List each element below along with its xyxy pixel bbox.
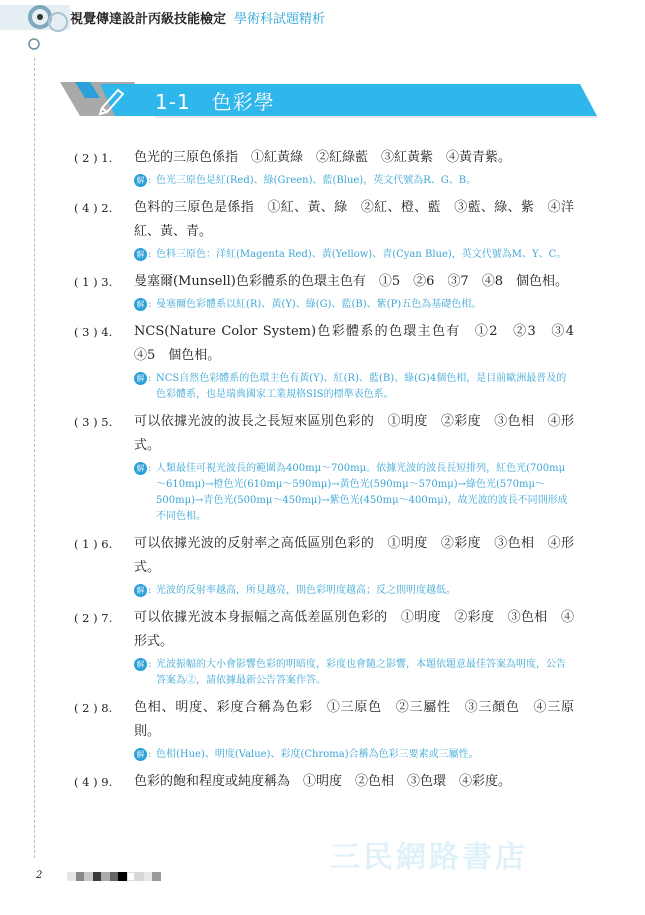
explanation: [134, 297, 574, 313]
question-text: 色料的三原色是係指 ①紅、黃、綠 ②紅、橙、藍 ③藍、綠、紫 ④洋紅、黃、青。: [134, 200, 574, 239]
explanation-text: NCS自然色彩體系的色環主色有黃(Y)、紅(R)、藍(B)、綠(G)4個色相，是目前歐洲最普及的色彩體系，也是瑞典國家工業規格SIS的標準表色系。: [156, 373, 567, 400]
explanation-text: 人類最佳可視光波長的範圍為400mμ～700mμ。依據光波的波長長短排列，紅色光(700mμ～610mμ)→橙色光(610mμ～590mμ)→黃色光(590mμ～570mμ)→綠色光(570mμ～500mμ)→青色光(500mμ～450mμ)→紫色光(450mμ～400mμ)，故光波的波長不同則形成不同色相。: [156, 463, 568, 522]
colon: :: [148, 175, 152, 186]
answer-number: ( 4 ) 2.: [74, 201, 113, 215]
colon: :: [148, 373, 152, 384]
question-item: [74, 606, 574, 689]
question-item: [74, 410, 574, 525]
explanation: [134, 461, 574, 525]
explanation: [134, 657, 574, 689]
question-text: 可以依據光波的反射率之高低區別色彩的 ①明度 ②彩度 ③色相 ④形式。: [134, 536, 574, 575]
book-subtitle: 學術科試題精析: [234, 12, 326, 27]
answer-number: ( 4 ) 9.: [74, 775, 113, 789]
answer-number: ( 1 ) 6.: [74, 537, 113, 551]
question-item: [74, 696, 574, 763]
explanation: [134, 583, 574, 599]
section-banner: [60, 78, 600, 118]
question-list: [74, 146, 588, 801]
margin-dashed-line: [34, 58, 35, 858]
explanation-text: 光波的反射率越高，所見越亮，則色彩明度越高；反之則明度越低。: [156, 585, 456, 596]
colon: :: [148, 249, 152, 260]
explanation-text: 色相(Hue)、明度(Value)、彩度(Chroma)合稱為色彩三要素或三屬性。: [156, 749, 479, 760]
answer-number: ( 2 ) 1.: [74, 151, 113, 165]
explanation-text: 色光三原色是紅(Red)、綠(Green)、藍(Blue)，英文代號為R、G、B。: [156, 175, 477, 186]
explanation-icon: 解: [134, 584, 147, 597]
explanation: [134, 173, 574, 189]
question-text: 曼塞爾(Munsell)色彩體系的色環主色有 ①5 ②6 ③7 ④8 個色相。: [134, 274, 568, 289]
explanation-icon: 解: [134, 248, 147, 261]
book-title: 視覺傳達設計丙級技能檢定: [70, 12, 227, 27]
answer-number: ( 2 ) 7.: [74, 611, 113, 625]
question-item: [74, 320, 588, 403]
explanation: [134, 747, 574, 763]
colon: :: [148, 463, 152, 474]
colon: :: [148, 585, 152, 596]
question-item: [74, 146, 574, 189]
page-number: 2: [36, 870, 43, 881]
explanation-text: 曼塞爾色彩體系以紅(R)、黃(Y)、綠(G)、藍(B)、紫(P)五色為基礎色相。: [156, 299, 482, 310]
explanation-icon: 解: [134, 372, 147, 385]
logo-circles-icon: [0, 0, 70, 55]
explanation-text: 光波振幅的大小會影響色彩的明暗度，彩度也會隨之影響，本題依題意最佳答案為明度，公告答案為②，請依據最新公告答案作答。: [156, 659, 566, 686]
answer-number: ( 1 ) 3.: [74, 275, 113, 289]
question-item: [74, 532, 574, 599]
explanation: [134, 247, 574, 263]
question-item: [74, 196, 574, 263]
answer-number: ( 2 ) 8.: [74, 701, 113, 715]
explanation-icon: 解: [134, 748, 147, 761]
answer-number: ( 3 ) 5.: [74, 415, 113, 429]
explanation-icon: 解: [134, 174, 147, 187]
question-text: 色光的三原色係指 ①紅黃綠 ②紅綠藍 ③紅黃紫 ④黃青紫。: [134, 150, 512, 165]
explanation-text: 色料三原色：洋紅(Magenta Red)、黃(Yellow)、青(Cyan Blue)，英文代號為M、Y、C。: [156, 249, 567, 260]
running-header: [70, 8, 325, 27]
explanation: [134, 371, 574, 403]
colon: :: [148, 749, 152, 760]
question-text: 色相、明度、彩度合稱為色彩 ①三原色 ②三屬性 ③三顏色 ④三原則。: [134, 700, 574, 739]
question-text: 可以依據光波的波長之長短來區別色彩的 ①明度 ②彩度 ③色相 ④形式。: [134, 414, 574, 453]
colon: :: [148, 659, 152, 670]
watermark: 三民網路書店: [330, 840, 528, 875]
explanation-icon: 解: [134, 298, 147, 311]
question-text: 色彩的飽和程度或純度稱為 ①明度 ②色相 ③色環 ④彩度。: [134, 774, 512, 789]
colon: :: [148, 299, 152, 310]
question-item: [74, 270, 574, 313]
section-title: 1-1 色彩學: [155, 90, 275, 114]
answer-number: ( 3 ) 4.: [74, 325, 113, 339]
question-text: NCS(Nature Color System)色彩體系的色環主色有 ①2 ②3 ③4 ④5 個色相。: [134, 324, 588, 363]
color-calibration-bar: [67, 872, 161, 881]
explanation-icon: 解: [134, 658, 147, 671]
explanation-icon: 解: [134, 462, 147, 475]
question-text: 可以依據光波本身振幅之高低差區別色彩的 ①明度 ②彩度 ③色相 ④形式。: [134, 610, 574, 649]
question-item: [74, 770, 574, 794]
